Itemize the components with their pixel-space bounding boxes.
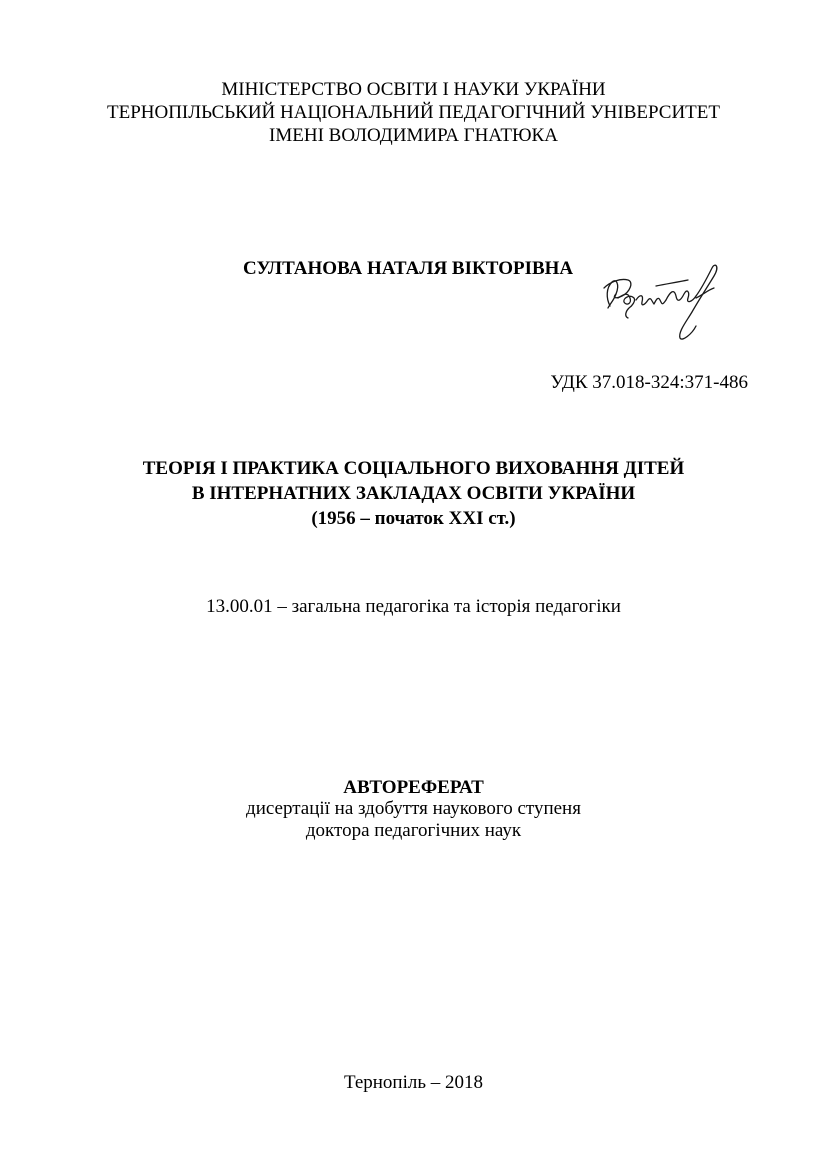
- abstract-line-2: доктора педагогічних наук: [305, 820, 522, 841]
- abstract-line-1: дисертації на здобуття наукового ступеня: [246, 798, 581, 819]
- specialty-code: 13.00.01 – загальна педагогіка та історія педагогіки: [206, 596, 621, 617]
- title-line-1: ТЕОРІЯ І ПРАКТИКА СОЦІАЛЬНОГО ВИХОВАННЯ ДІТЕЙ: [142, 458, 685, 479]
- signature-text: Султанова: [596, 258, 601, 259]
- udk-code: УДК 37.018-324:371-486: [550, 372, 748, 393]
- title-line-2: В ІНТЕРНАТНИХ ЗАКЛАДАХ ОСВІТИ УКРАЇНИ: [191, 483, 636, 504]
- ministry-heading: МІНІСТЕРСТВО ОСВІТИ І НАУКИ УКРАЇНИ: [221, 79, 606, 100]
- university-name-heading: ІМЕНІ ВОЛОДИМИРА ГНАТЮКА: [269, 125, 558, 146]
- abstract-heading: АВТОРЕФЕРАТ: [343, 777, 484, 798]
- author-name: СУЛТАНОВА НАТАЛЯ ВІКТОРІВНА: [243, 258, 574, 279]
- signature-image: [596, 258, 726, 342]
- title-line-3: (1956 – початок ХХІ ст.): [311, 508, 516, 529]
- place-year: Тернопіль – 2018: [343, 1072, 484, 1093]
- university-heading: ТЕРНОПІЛЬСЬКИЙ НАЦІОНАЛЬНИЙ ПЕДАГОГІЧНИЙ УНІВЕРСИТЕТ: [106, 102, 720, 123]
